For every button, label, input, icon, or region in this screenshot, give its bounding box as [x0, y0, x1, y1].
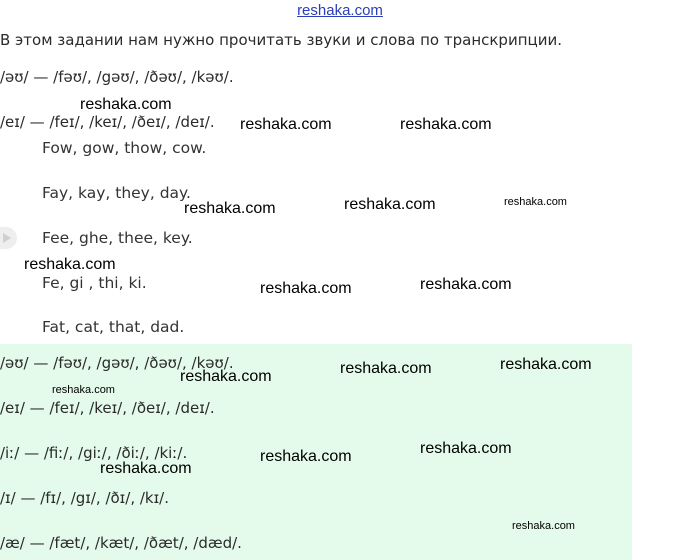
- watermark: reshaka.com: [400, 116, 492, 133]
- watermark: reshaka.com: [180, 368, 272, 385]
- watermark: reshaka.com: [24, 256, 116, 273]
- answer-line: /æ/ — /fæt/, /kæt/, /ðæt/, /dæd/.: [0, 534, 242, 552]
- answer-line: /eɪ/ — /feɪ/, /keɪ/, /ðeɪ/, /deɪ/.: [0, 399, 215, 417]
- play-icon[interactable]: [0, 227, 17, 249]
- watermark: reshaka.com: [500, 356, 592, 373]
- watermark: reshaka.com: [340, 360, 432, 377]
- word-line: Fay, kay, they, day.: [42, 184, 191, 202]
- answer-line: /əʊ/ — /fəʊ/, /gəʊ/, /ðəʊ/, /kəʊ/.: [0, 354, 234, 372]
- word-line: Fow, gow, thow, cow.: [42, 139, 207, 157]
- watermark: reshaka.com: [504, 196, 567, 208]
- watermark: reshaka.com: [260, 280, 352, 297]
- site-link[interactable]: reshaka.com: [297, 2, 383, 19]
- answer-line: /ɪ/ — /fɪ/, /gɪ/, /ðɪ/, /kɪ/.: [0, 489, 169, 507]
- word-line: Fat, cat, that, dad.: [42, 318, 185, 336]
- watermark: reshaka.com: [80, 96, 172, 113]
- watermark: reshaka.com: [420, 440, 512, 457]
- word-line: Fe, gi , thi, ki.: [42, 274, 147, 292]
- watermark: reshaka.com: [52, 384, 115, 396]
- watermark: reshaka.com: [344, 196, 436, 213]
- watermark: reshaka.com: [260, 448, 352, 465]
- watermark: reshaka.com: [184, 200, 276, 217]
- answer-line: /iː/ — /fiː/, /giː/, /ðiː/, /kiː/.: [0, 444, 188, 462]
- word-line: Fee, ghe, thee, key.: [42, 229, 193, 247]
- task-line: /əʊ/ — /fəʊ/, /gəʊ/, /ðəʊ/, /kəʊ/.: [0, 68, 234, 86]
- watermark: reshaka.com: [512, 520, 575, 532]
- intro-text: В этом задании нам нужно прочитать звуки и слова по транскрипции.: [0, 31, 562, 49]
- watermark: reshaka.com: [420, 276, 512, 293]
- watermark: reshaka.com: [240, 116, 332, 133]
- watermark: reshaka.com: [100, 460, 192, 477]
- task-line: /eɪ/ — /feɪ/, /keɪ/, /ðeɪ/, /deɪ/.: [0, 113, 215, 131]
